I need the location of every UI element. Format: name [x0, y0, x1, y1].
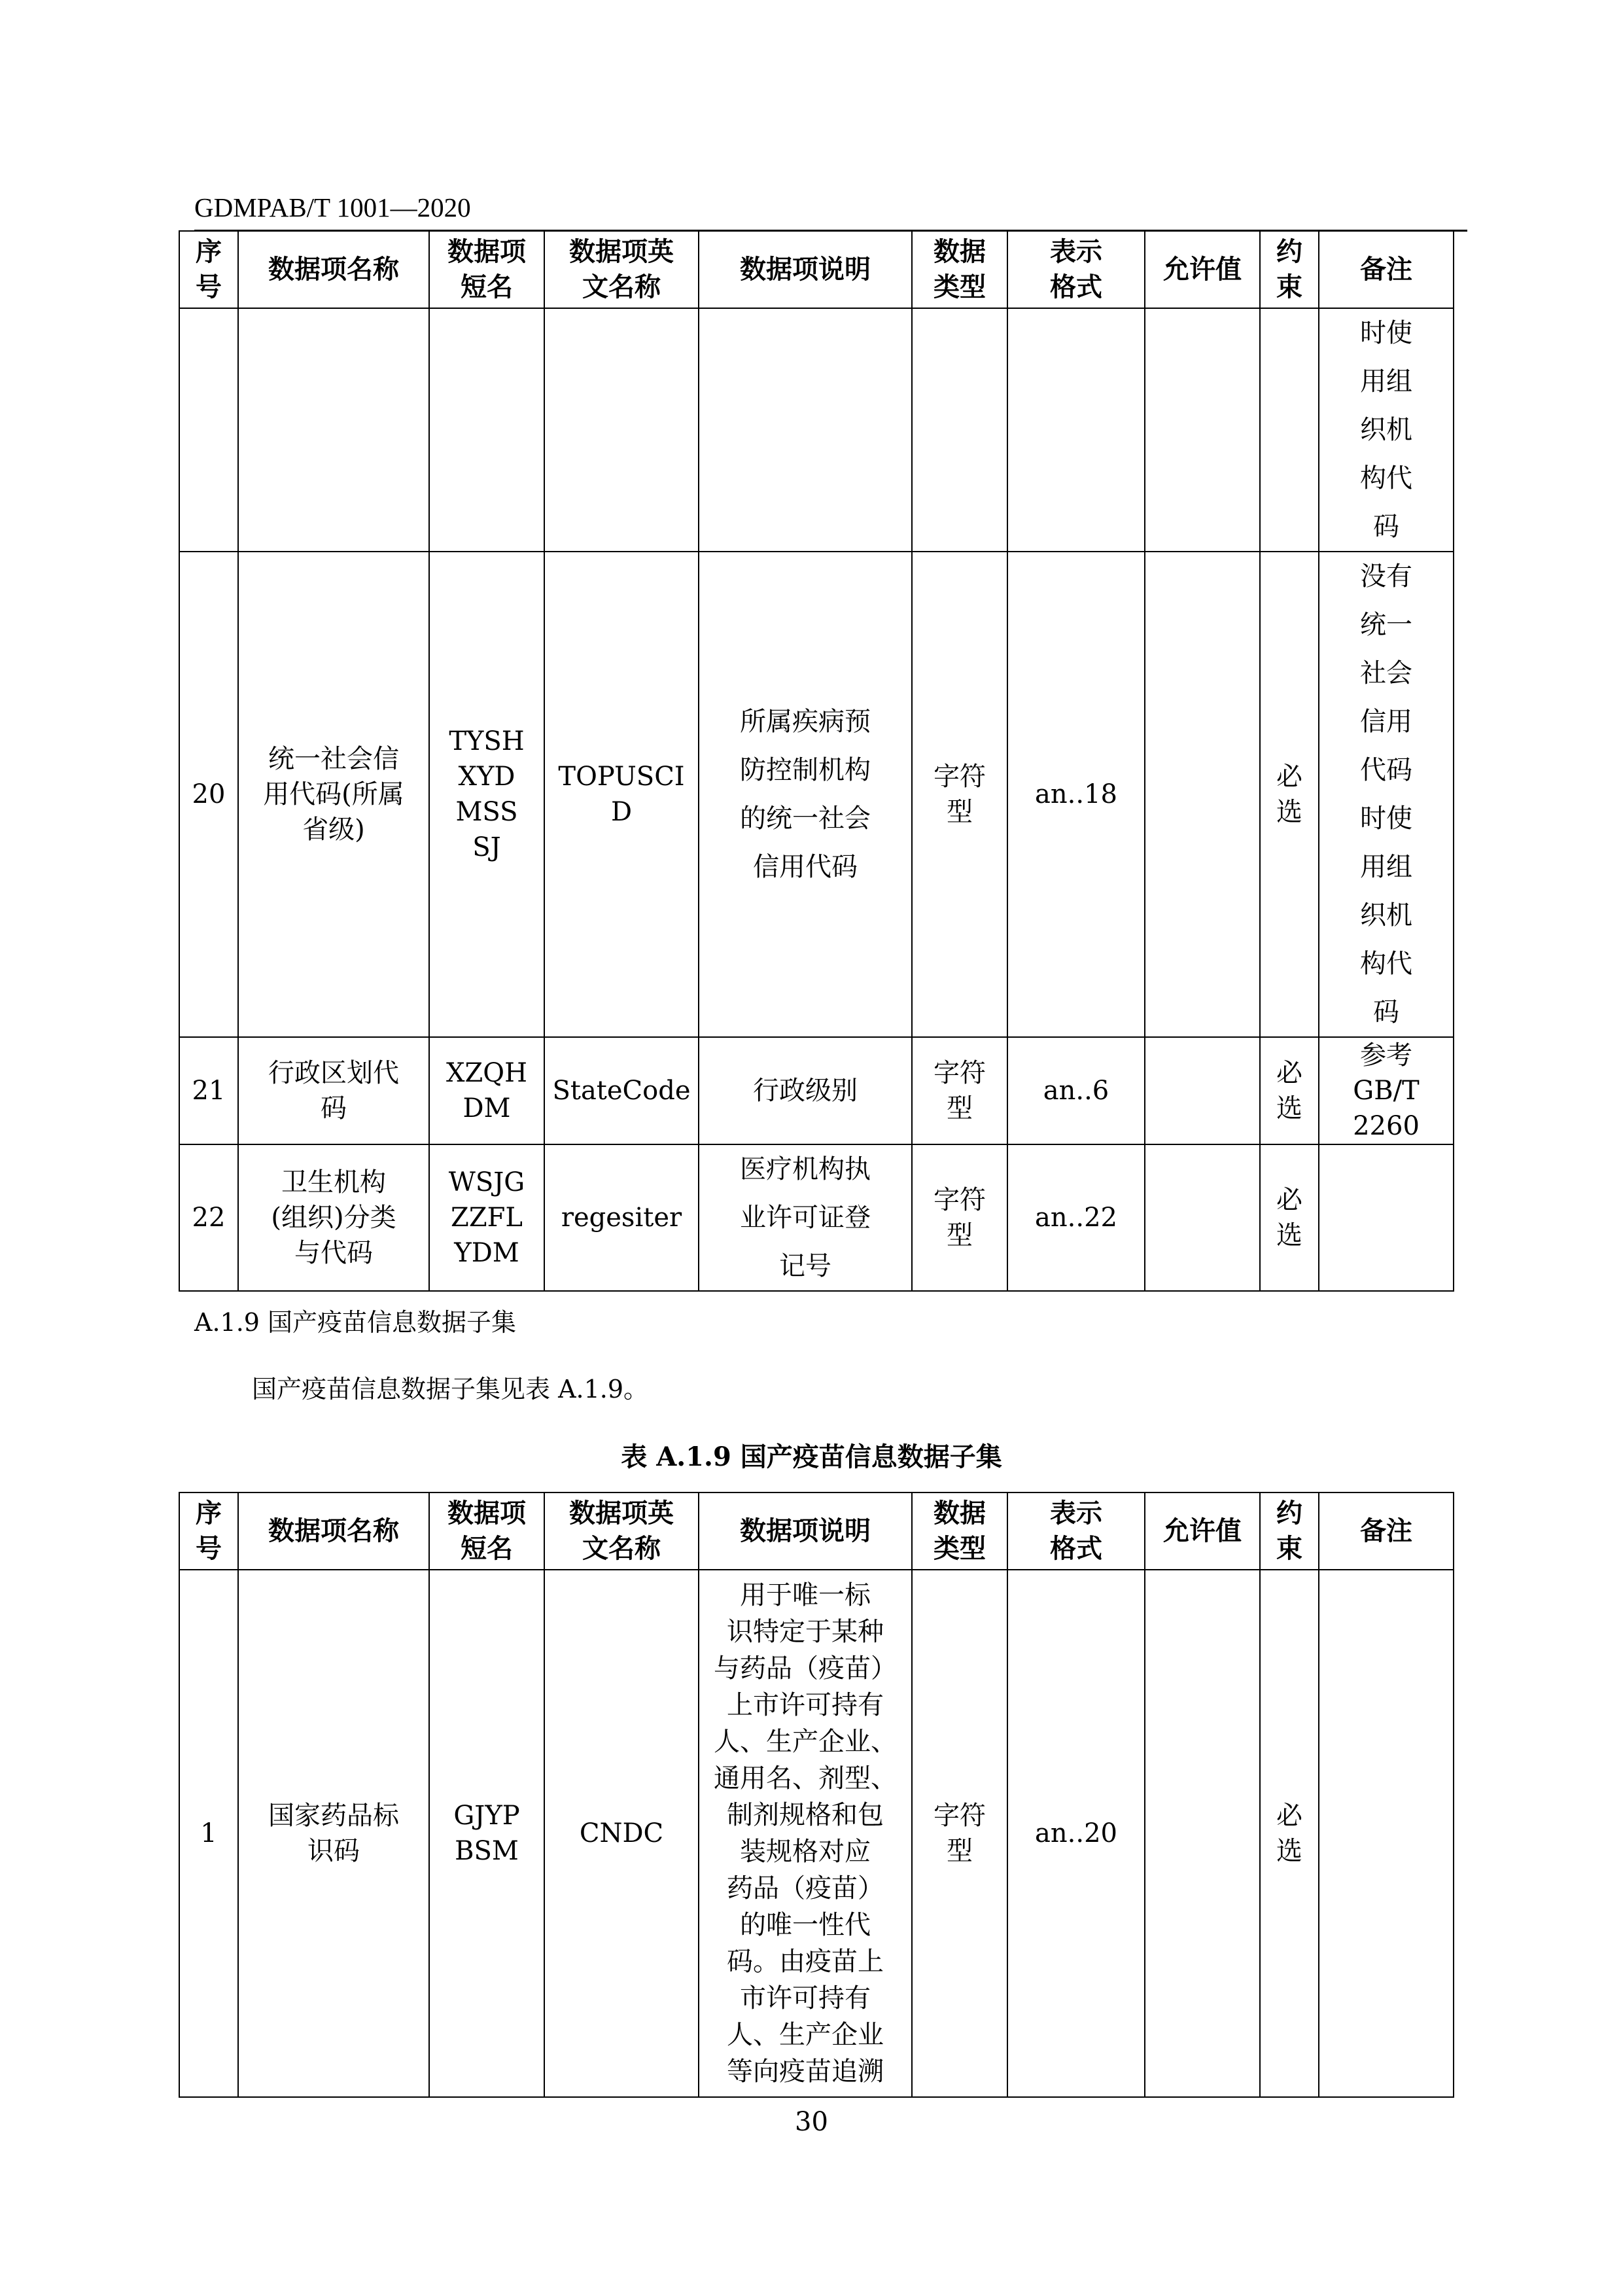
cell-constraint: 必 选	[1260, 552, 1319, 1037]
cell-desc: 医疗机构执 业许可证登 记号	[699, 1144, 912, 1291]
col-header: 序 号	[179, 1492, 238, 1570]
cell-allowed	[1145, 1144, 1260, 1291]
page-number: 30	[795, 2107, 828, 2137]
col-header: 序 号	[179, 231, 238, 308]
col-header: 数据项英 文名称	[544, 1492, 699, 1570]
col-header: 数据项名称	[238, 1492, 429, 1570]
cell-allowed	[1145, 1570, 1260, 2097]
cell-constraint: 必 选	[1260, 1570, 1319, 2097]
cell-remark	[1319, 1570, 1454, 2097]
col-header: 数据项名称	[238, 231, 429, 308]
col-header: 数据项 短名	[429, 231, 544, 308]
col-header: 数据项说明	[699, 231, 912, 308]
cell-format: an..22	[1007, 1144, 1145, 1291]
section-title: A.1.9 国产疫苗信息数据子集	[194, 1308, 517, 1337]
col-header: 允许值	[1145, 231, 1260, 308]
cell-short: TYSH XYD MSS SJ	[429, 552, 544, 1037]
col-header: 表示 格式	[1007, 231, 1145, 308]
cell-desc: 所属疾病预 防控制机构 的统一社会 信用代码	[699, 552, 912, 1037]
cell-desc: 用于唯一标 识特定于某种 与药品（疫苗） 上市许可持有 人、生产企业、 通用名、剂型、 制剂规格和包 装规格对应 药品（疫苗） 的唯一性代 码。由疫苗上 市许可持有 人、生产企业 等向疫苗追溯	[699, 1570, 912, 2097]
table-row	[179, 1037, 1454, 1144]
cell-name: 统一社会信 用代码(所属 省级)	[238, 552, 429, 1037]
table-row	[179, 1570, 1454, 2097]
cell-constraint: 必 选	[1260, 1144, 1319, 1291]
cell-allowed	[1145, 1037, 1260, 1144]
cell-constraint: 必 选	[1260, 1037, 1319, 1144]
col-header: 数据 类型	[912, 231, 1007, 308]
col-header: 约 束	[1260, 1492, 1319, 1570]
cell-no: 22	[179, 1144, 238, 1291]
col-header: 表示 格式	[1007, 1492, 1145, 1570]
cell-name: 国家药品标 识码	[238, 1570, 429, 2097]
col-header: 约 束	[1260, 231, 1319, 308]
table-header-row	[179, 231, 1454, 308]
cell-no: 1	[179, 1570, 238, 2097]
cell-format: an..20	[1007, 1570, 1145, 2097]
col-header: 数据项英 文名称	[544, 231, 699, 308]
cell-english: TOPUSCI D	[544, 552, 699, 1037]
table-header-row	[179, 1492, 1454, 1570]
col-header: 数据项 短名	[429, 1492, 544, 1570]
data-table-1	[179, 230, 1454, 1292]
cell-remark: 参考 GB/T 2260	[1319, 1037, 1454, 1144]
cell-type: 字符 型	[912, 1570, 1007, 2097]
data-table-2	[179, 1492, 1454, 2098]
col-header: 备注	[1319, 231, 1454, 308]
cell-remark: 没有 统一 社会 信用 代码 时使 用组 织机 构代 码	[1319, 552, 1454, 1037]
table-caption: 表 A.1.9 国产疫苗信息数据子集	[621, 1441, 1002, 1472]
document-code: GDMPAB/T 1001—2020	[194, 192, 471, 222]
cell-english: CNDC	[544, 1570, 699, 2097]
cell-desc: 行政级别	[699, 1037, 912, 1144]
remark-cell: 时使 用组 织机 构代 码	[1319, 308, 1454, 552]
cell-short: WSJG ZZFL YDM	[429, 1144, 544, 1291]
col-header: 数据 类型	[912, 1492, 1007, 1570]
cell-format: an..6	[1007, 1037, 1145, 1144]
cell-name: 卫生机构 (组织)分类 与代码	[238, 1144, 429, 1291]
cell-short: XZQH DM	[429, 1037, 544, 1144]
col-header: 允许值	[1145, 1492, 1260, 1570]
cell-english: regesiter	[544, 1144, 699, 1291]
cell-remark	[1319, 1144, 1454, 1291]
section-paragraph: 国产疫苗信息数据子集见表 A.1.9。	[252, 1375, 649, 1404]
col-header: 数据项说明	[699, 1492, 912, 1570]
col-header: 备注	[1319, 1492, 1454, 1570]
cell-english: StateCode	[544, 1037, 699, 1144]
table-row	[179, 552, 1454, 1037]
table-row	[179, 1144, 1454, 1291]
cell-type: 字符 型	[912, 1144, 1007, 1291]
cell-name: 行政区划代 码	[238, 1037, 429, 1144]
cell-format: an..18	[1007, 552, 1145, 1037]
table-row-continuation	[179, 308, 1454, 552]
cell-no: 20	[179, 552, 238, 1037]
cell-short: GJYP BSM	[429, 1570, 544, 2097]
cell-allowed	[1145, 552, 1260, 1037]
cell-no: 21	[179, 1037, 238, 1144]
cell-type: 字符 型	[912, 1037, 1007, 1144]
cell-type: 字符 型	[912, 552, 1007, 1037]
